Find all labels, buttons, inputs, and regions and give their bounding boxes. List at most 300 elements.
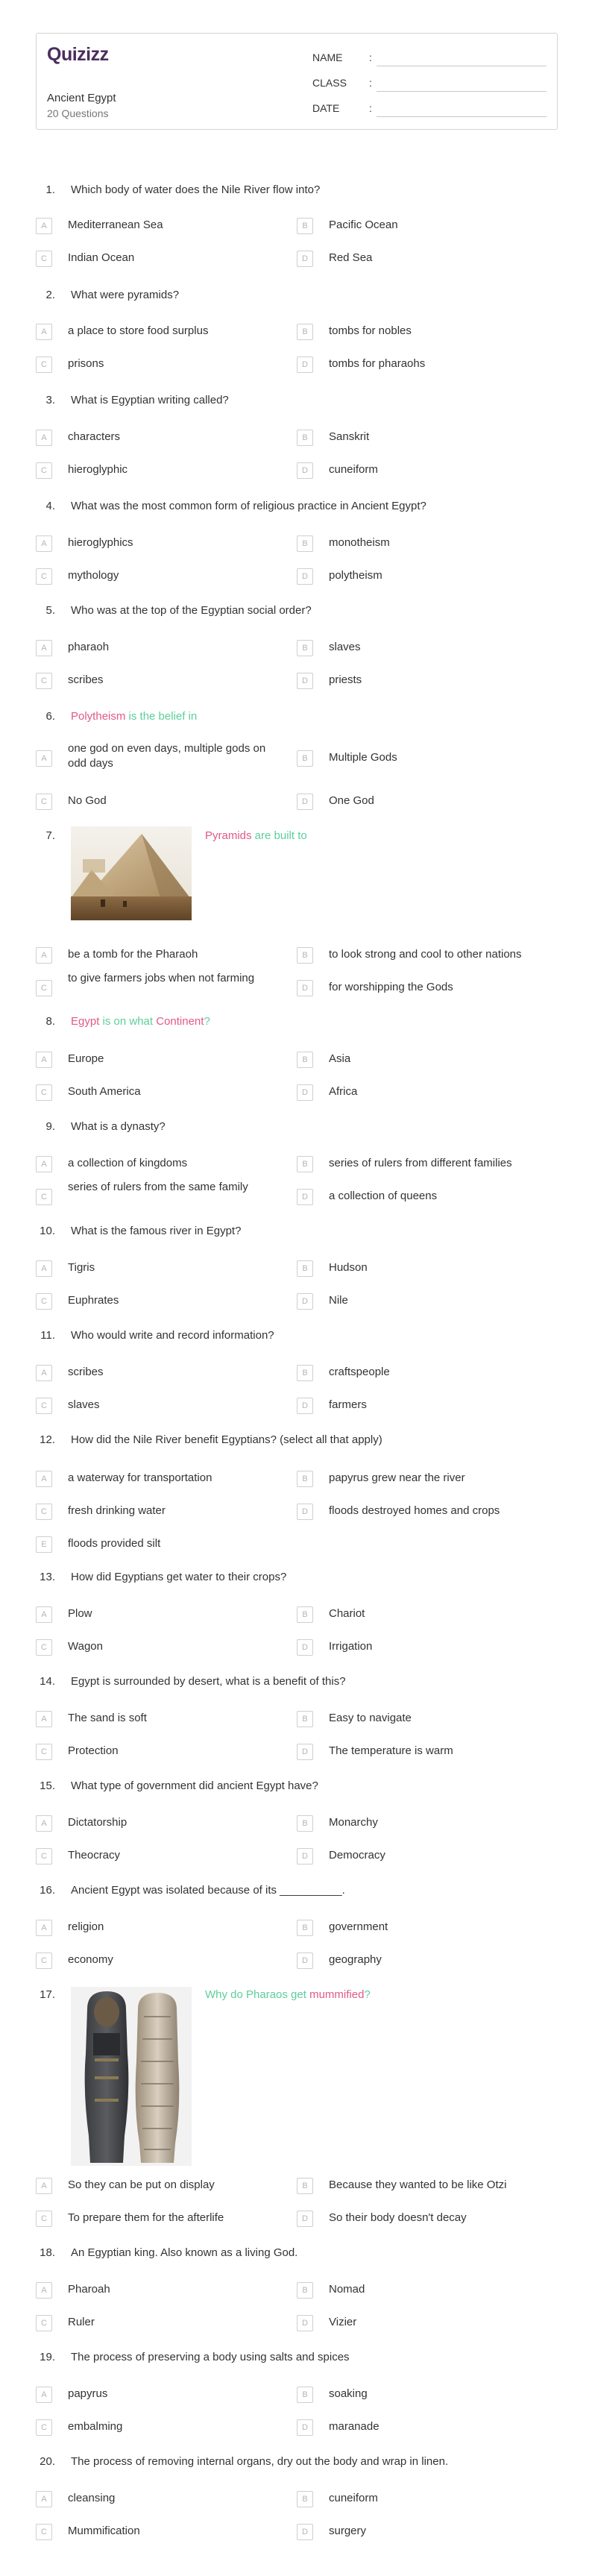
option-text: geography <box>329 1953 382 1966</box>
answer-option[interactable] <box>297 1639 543 1657</box>
option-letter-box: B <box>297 947 313 964</box>
option-letter-box: C <box>36 1504 52 1520</box>
date-colon: : <box>369 102 372 114</box>
question-number: 18. <box>40 2246 55 2259</box>
option-text: monotheism <box>329 536 390 549</box>
option-text: priests <box>329 673 362 686</box>
option-text: papyrus <box>68 2387 108 2400</box>
option-letter-box: A <box>36 750 52 767</box>
option-text: Asia <box>329 1052 351 1065</box>
option-letter-box: E <box>36 1536 52 1553</box>
option-letter-box: A <box>36 1711 52 1727</box>
option-text: floods provided silt <box>68 1537 161 1550</box>
date-line <box>377 116 547 117</box>
option-text: Monarchy <box>329 1816 378 1829</box>
answer-option[interactable] <box>297 640 543 658</box>
option-text: to look strong and cool to other nations <box>329 948 522 961</box>
option-letter-box: D <box>297 2211 313 2227</box>
question-number: 2. <box>45 289 55 301</box>
answer-option[interactable] <box>297 1398 543 1416</box>
worksheet-header <box>36 33 558 130</box>
option-letter-box: A <box>36 640 52 656</box>
option-text: The sand is soft <box>68 1712 147 1724</box>
answer-option[interactable] <box>297 535 543 553</box>
option-text: prisons <box>68 357 104 370</box>
answer-option[interactable] <box>36 2211 282 2228</box>
question-text: Egypt is surrounded by desert, what is a benefit of this? <box>71 1675 346 1688</box>
question-text-part: are built to <box>251 829 307 842</box>
option-text: fresh drinking water <box>68 1504 166 1517</box>
option-letter-box: C <box>36 356 52 373</box>
option-text: series of rulers from the same family <box>68 1181 248 1193</box>
answer-option[interactable] <box>297 430 543 447</box>
answer-option[interactable] <box>297 2491 543 2509</box>
option-letter-box: C <box>36 1848 52 1865</box>
option-letter-box: A <box>36 430 52 446</box>
option-text: hieroglyphics <box>68 536 133 549</box>
option-text: So their body doesn't decay <box>329 2211 467 2224</box>
option-letter-box: C <box>36 2524 52 2540</box>
option-text: be a tomb for the Pharaoh <box>68 948 198 961</box>
answer-option[interactable] <box>297 356 543 374</box>
answer-option[interactable] <box>36 2178 282 2196</box>
option-letter-box: A <box>36 1052 52 1068</box>
answer-option[interactable] <box>297 251 543 268</box>
option-letter-box: D <box>297 568 313 585</box>
answer-option[interactable] <box>297 2524 543 2542</box>
option-letter-box: A <box>36 2178 52 2194</box>
option-text: a collection of kingdoms <box>68 1157 188 1169</box>
question-number: 3. <box>45 394 55 406</box>
option-letter-box: C <box>36 2315 52 2331</box>
answer-option[interactable] <box>36 2282 282 2300</box>
question-text-part: is the belief in <box>125 710 198 723</box>
option-text: religion <box>68 1920 104 1933</box>
question-text-part: Polytheism <box>71 710 126 723</box>
option-letter-box: D <box>297 2315 313 2331</box>
option-letter-box: A <box>36 1606 52 1623</box>
option-text: surgery <box>329 2525 367 2537</box>
date-label: DATE <box>312 102 340 114</box>
option-text: Pacific Ocean <box>329 219 398 231</box>
question-number: 5. <box>45 604 55 617</box>
option-letter-box: A <box>36 1156 52 1172</box>
name-field[interactable] <box>312 51 547 66</box>
option-letter-box: B <box>297 640 313 656</box>
answer-option[interactable] <box>36 2419 282 2437</box>
option-letter-box: C <box>36 1189 52 1205</box>
option-letter-box: A <box>36 1365 52 1381</box>
worksheet-title: Ancient Egypt <box>47 92 116 104</box>
option-text: scribes <box>68 673 104 686</box>
answer-option[interactable] <box>297 1156 543 1174</box>
answer-option[interactable] <box>36 1639 282 1657</box>
question-number: 6. <box>45 710 55 723</box>
class-line <box>377 91 547 92</box>
option-letter-box: C <box>36 1398 52 1414</box>
answer-option[interactable] <box>36 1920 282 1938</box>
option-letter-box: C <box>36 1639 52 1656</box>
question-image <box>71 826 192 920</box>
question-number: 9. <box>45 1120 55 1133</box>
option-letter-box: D <box>297 1504 313 1520</box>
answer-option[interactable] <box>36 794 282 811</box>
question-text: The process of removing internal organs, dry out the body and wrap in linen. <box>71 2455 449 2468</box>
option-letter-box: D <box>297 356 313 373</box>
option-text: Chariot <box>329 1607 365 1620</box>
option-text: Dictatorship <box>68 1816 127 1829</box>
option-text: characters <box>68 430 121 443</box>
option-text: slaves <box>68 1398 100 1411</box>
option-letter-box: D <box>297 1293 313 1310</box>
answer-option[interactable] <box>36 1084 282 1102</box>
question-text: What was the most common form of religious practice in Ancient Egypt? <box>71 500 426 512</box>
answer-option[interactable] <box>297 1365 543 1383</box>
class-label: CLASS <box>312 77 347 89</box>
option-letter-box: A <box>36 218 52 234</box>
question-number: 20. <box>40 2455 55 2468</box>
answer-option[interactable] <box>36 2491 282 2509</box>
option-text: Because they wanted to be like Otzi <box>329 2178 507 2191</box>
question-number: 16. <box>40 1884 55 1897</box>
option-letter-box: C <box>36 1744 52 1760</box>
answer-option[interactable] <box>297 673 543 691</box>
option-text: a waterway for transportation <box>68 1471 212 1484</box>
answer-option[interactable] <box>297 794 543 811</box>
option-text: cuneiform <box>329 2492 378 2504</box>
answer-option[interactable] <box>36 218 282 236</box>
answer-option[interactable] <box>36 430 282 447</box>
question-text-part: Why do Pharaos get <box>205 1988 310 2001</box>
option-letter-box: A <box>36 1920 52 1936</box>
answer-option[interactable] <box>297 1260 543 1278</box>
question-number: 7. <box>45 829 55 842</box>
question-text: Which body of water does the Nile River flow into? <box>71 183 321 196</box>
question-number: 1. <box>45 183 55 196</box>
option-text: cuneiform <box>329 463 378 476</box>
option-letter-box: A <box>36 1815 52 1832</box>
question-text-part: ? <box>204 1015 210 1028</box>
question-text: How did the Nile River benefit Egyptians? (select all that apply) <box>71 1433 382 1446</box>
option-text: Plow <box>68 1607 92 1620</box>
option-text: Tigris <box>68 1261 95 1274</box>
option-text: mythology <box>68 569 119 582</box>
option-letter-box: D <box>297 2524 313 2540</box>
option-text: pharaoh <box>68 641 110 653</box>
answer-option[interactable] <box>297 2211 543 2228</box>
answer-option[interactable] <box>297 568 543 586</box>
option-text: Africa <box>329 1085 358 1098</box>
answer-option[interactable] <box>297 2282 543 2300</box>
question-text: What is Egyptian writing called? <box>71 394 229 406</box>
question-image <box>71 1987 192 2166</box>
option-letter-box: C <box>36 794 52 810</box>
option-letter-box: B <box>297 430 313 446</box>
option-letter-box: A <box>36 1471 52 1487</box>
option-text: Ruler <box>68 2316 95 2328</box>
option-text: for worshipping the Gods <box>329 981 453 993</box>
question-text <box>71 1015 548 1028</box>
option-text: embalming <box>68 2420 123 2433</box>
option-letter-box: B <box>297 2178 313 2194</box>
option-text: polytheism <box>329 569 382 582</box>
answer-option[interactable] <box>36 324 282 342</box>
answer-option[interactable] <box>297 947 543 965</box>
answer-option[interactable] <box>36 2387 282 2404</box>
question-text-part: mummified <box>309 1988 365 2001</box>
answer-option[interactable] <box>36 1815 282 1833</box>
answer-option[interactable] <box>297 2315 543 2333</box>
option-text: series of rulers from different families <box>329 1157 512 1169</box>
option-letter-box: B <box>297 1471 313 1487</box>
answer-option[interactable] <box>36 251 282 268</box>
answer-option[interactable] <box>297 1711 543 1729</box>
option-letter-box: D <box>297 1744 313 1760</box>
question-text <box>205 1988 592 2001</box>
option-text: Hudson <box>329 1261 368 1274</box>
option-text: cleansing <box>68 2492 116 2504</box>
question-text-part: Pyramids <box>205 829 252 842</box>
answer-option[interactable] <box>297 1471 543 1489</box>
answer-option[interactable] <box>36 568 282 586</box>
option-letter-box: B <box>297 2387 313 2403</box>
question-text: What is the famous river in Egypt? <box>71 1225 242 1237</box>
answer-option[interactable] <box>297 980 543 998</box>
option-text: Democracy <box>329 1849 385 1862</box>
name-label: NAME <box>312 51 343 63</box>
answer-option[interactable] <box>36 462 282 480</box>
answer-option[interactable] <box>297 1189 543 1207</box>
answer-option[interactable] <box>297 750 543 768</box>
option-text: One God <box>329 794 374 807</box>
option-text: to give farmers jobs when not farming <box>68 972 255 984</box>
question-text-part: Continent <box>156 1015 204 1028</box>
option-text: Sanskrit <box>329 430 370 443</box>
option-letter-box: C <box>36 1293 52 1310</box>
option-text: soaking <box>329 2387 368 2400</box>
question-number: 15. <box>40 1779 55 1792</box>
option-letter-box: A <box>36 2282 52 2299</box>
answer-option[interactable] <box>297 1848 543 1866</box>
option-text: South America <box>68 1085 141 1098</box>
answer-option[interactable] <box>297 2178 543 2196</box>
answer-option[interactable] <box>36 1293 282 1311</box>
answer-option[interactable] <box>36 1606 282 1624</box>
option-text: Euphrates <box>68 1294 119 1307</box>
answer-option[interactable] <box>36 947 282 965</box>
option-letter-box: D <box>297 1189 313 1205</box>
answer-option[interactable] <box>297 1744 543 1762</box>
option-text: Multiple Gods <box>329 751 397 764</box>
pyramid-photo <box>71 826 192 920</box>
question-number: 12. <box>40 1433 55 1446</box>
option-text: Nile <box>329 1294 348 1307</box>
question-number: 17. <box>40 1988 55 2001</box>
option-letter-box: B <box>297 1052 313 1068</box>
class-field[interactable] <box>312 77 547 92</box>
option-letter-box: D <box>297 1639 313 1656</box>
option-letter-box: C <box>36 462 52 479</box>
option-text: Mummification <box>68 2525 140 2537</box>
question-count: 20 Questions <box>47 107 109 119</box>
answer-option[interactable] <box>297 2387 543 2404</box>
answer-option[interactable] <box>297 1606 543 1624</box>
answer-option[interactable] <box>36 1953 282 1970</box>
question-text <box>71 710 548 723</box>
answer-option[interactable] <box>297 1084 543 1102</box>
option-letter-box: D <box>297 1398 313 1414</box>
option-letter-box: B <box>297 535 313 552</box>
option-text: Protection <box>68 1744 119 1757</box>
option-letter-box: B <box>297 1156 313 1172</box>
option-letter-box: D <box>297 1953 313 1969</box>
answer-option[interactable] <box>36 1260 282 1278</box>
option-letter-box: B <box>297 2282 313 2299</box>
answer-option[interactable] <box>36 1365 282 1383</box>
question-number: 19. <box>40 2351 55 2363</box>
answer-option[interactable] <box>36 535 282 553</box>
option-letter-box: B <box>297 1711 313 1727</box>
answer-option[interactable] <box>36 356 282 374</box>
answer-option[interactable] <box>36 2524 282 2542</box>
option-letter-box: B <box>297 324 313 340</box>
option-text: craftspeople <box>329 1366 390 1378</box>
answer-option[interactable] <box>297 218 543 236</box>
answer-option[interactable] <box>297 1052 543 1069</box>
answer-option[interactable] <box>36 1504 282 1521</box>
option-letter-box: B <box>297 1260 313 1277</box>
option-letter-box: D <box>297 980 313 996</box>
answer-option[interactable] <box>297 2419 543 2437</box>
option-letter-box: C <box>36 1953 52 1969</box>
option-letter-box: D <box>297 673 313 689</box>
name-colon: : <box>369 51 372 63</box>
answer-option[interactable] <box>36 1181 282 1207</box>
option-text: Indian Ocean <box>68 251 135 264</box>
option-letter-box: C <box>36 2211 52 2227</box>
answer-option[interactable] <box>36 1711 282 1729</box>
class-colon: : <box>369 77 372 89</box>
question-text: What were pyramids? <box>71 289 180 301</box>
option-letter-box: D <box>297 2419 313 2436</box>
question-text: The process of preserving a body using salts and spices <box>71 2351 350 2363</box>
option-text: tombs for pharaohs <box>329 357 426 370</box>
option-letter-box: D <box>297 794 313 810</box>
mummy-photo <box>71 1987 192 2166</box>
option-text: economy <box>68 1953 113 1966</box>
option-text: floods destroyed homes and crops <box>329 1504 500 1517</box>
option-text: Vizier <box>329 2316 357 2328</box>
question-text: Who would write and record information? <box>71 1329 274 1342</box>
option-text: Theocracy <box>68 1849 121 1862</box>
option-letter-box: C <box>36 673 52 689</box>
option-text: Easy to navigate <box>329 1712 412 1724</box>
option-text: scribes <box>68 1366 104 1378</box>
answer-option[interactable] <box>36 1744 282 1762</box>
option-text: a place to store food surplus <box>68 324 209 337</box>
answer-option[interactable] <box>297 1953 543 1970</box>
option-letter-box: A <box>36 535 52 552</box>
option-letter-box: C <box>36 251 52 267</box>
option-text: To prepare them for the afterlife <box>68 2211 224 2224</box>
option-letter-box: D <box>297 251 313 267</box>
option-text: Red Sea <box>329 251 373 264</box>
date-field[interactable] <box>312 102 547 117</box>
option-text: hieroglyphic <box>68 463 128 476</box>
option-text: papyrus grew near the river <box>329 1471 465 1484</box>
answer-option[interactable] <box>297 462 543 480</box>
question-number: 10. <box>40 1225 55 1237</box>
question-text-part: Egypt <box>71 1015 100 1028</box>
answer-option[interactable] <box>36 1536 282 1554</box>
answer-option[interactable] <box>36 1848 282 1866</box>
option-text: So they can be put on display <box>68 2178 215 2191</box>
option-text: maranade <box>329 2420 380 2433</box>
option-text: Europe <box>68 1052 104 1065</box>
option-letter-box: C <box>36 2419 52 2436</box>
option-letter-box: B <box>297 1815 313 1832</box>
answer-option[interactable] <box>36 1398 282 1416</box>
question-number: 14. <box>40 1675 55 1688</box>
option-letter-box: D <box>297 1848 313 1865</box>
option-letter-box: A <box>36 1260 52 1277</box>
option-letter-box: C <box>36 568 52 585</box>
answer-option[interactable] <box>297 1815 543 1833</box>
option-text: government <box>329 1920 388 1933</box>
option-text: slaves <box>329 641 361 653</box>
option-letter-box: D <box>297 1084 313 1101</box>
question-text: Ancient Egypt was isolated because of its __________. <box>71 1884 345 1897</box>
answer-option[interactable] <box>297 1293 543 1311</box>
option-letter-box: A <box>36 2387 52 2403</box>
option-text: farmers <box>329 1398 367 1411</box>
option-letter-box: D <box>297 462 313 479</box>
question-text: What type of government did ancient Egypt have? <box>71 1779 318 1792</box>
answer-option[interactable] <box>297 1504 543 1521</box>
answer-option[interactable] <box>36 640 282 658</box>
option-letter-box: B <box>297 2491 313 2507</box>
question-number: 8. <box>45 1015 55 1028</box>
answer-option[interactable] <box>297 1920 543 1938</box>
answer-option[interactable] <box>36 1052 282 1069</box>
question-text: Who was at the top of the Egyptian social order? <box>71 604 312 617</box>
option-text: Mediterranean Sea <box>68 219 163 231</box>
answer-option[interactable] <box>297 324 543 342</box>
answer-option[interactable] <box>36 1471 282 1489</box>
question-text: What is a dynasty? <box>71 1120 166 1133</box>
option-text: The temperature is warm <box>329 1744 453 1757</box>
answer-option[interactable] <box>36 2315 282 2333</box>
option-letter-box: C <box>36 980 52 996</box>
answer-option[interactable] <box>36 742 282 770</box>
option-letter-box: B <box>297 218 313 234</box>
option-text: Nomad <box>329 2283 365 2296</box>
question-text-part: is on what <box>99 1015 157 1028</box>
answer-option[interactable] <box>36 972 282 998</box>
option-text: Irrigation <box>329 1640 373 1653</box>
option-text: Pharoah <box>68 2283 110 2296</box>
option-letter-box: B <box>297 1606 313 1623</box>
option-letter-box: A <box>36 324 52 340</box>
answer-option[interactable] <box>36 1156 282 1174</box>
answer-option[interactable] <box>36 673 282 691</box>
option-letter-box: B <box>297 750 313 767</box>
question-number: 13. <box>40 1571 55 1583</box>
option-text: tombs for nobles <box>329 324 412 337</box>
question-text: How did Egyptians get water to their crops? <box>71 1571 287 1583</box>
option-text: No God <box>68 794 107 807</box>
question-text-part: ? <box>364 1988 371 2001</box>
